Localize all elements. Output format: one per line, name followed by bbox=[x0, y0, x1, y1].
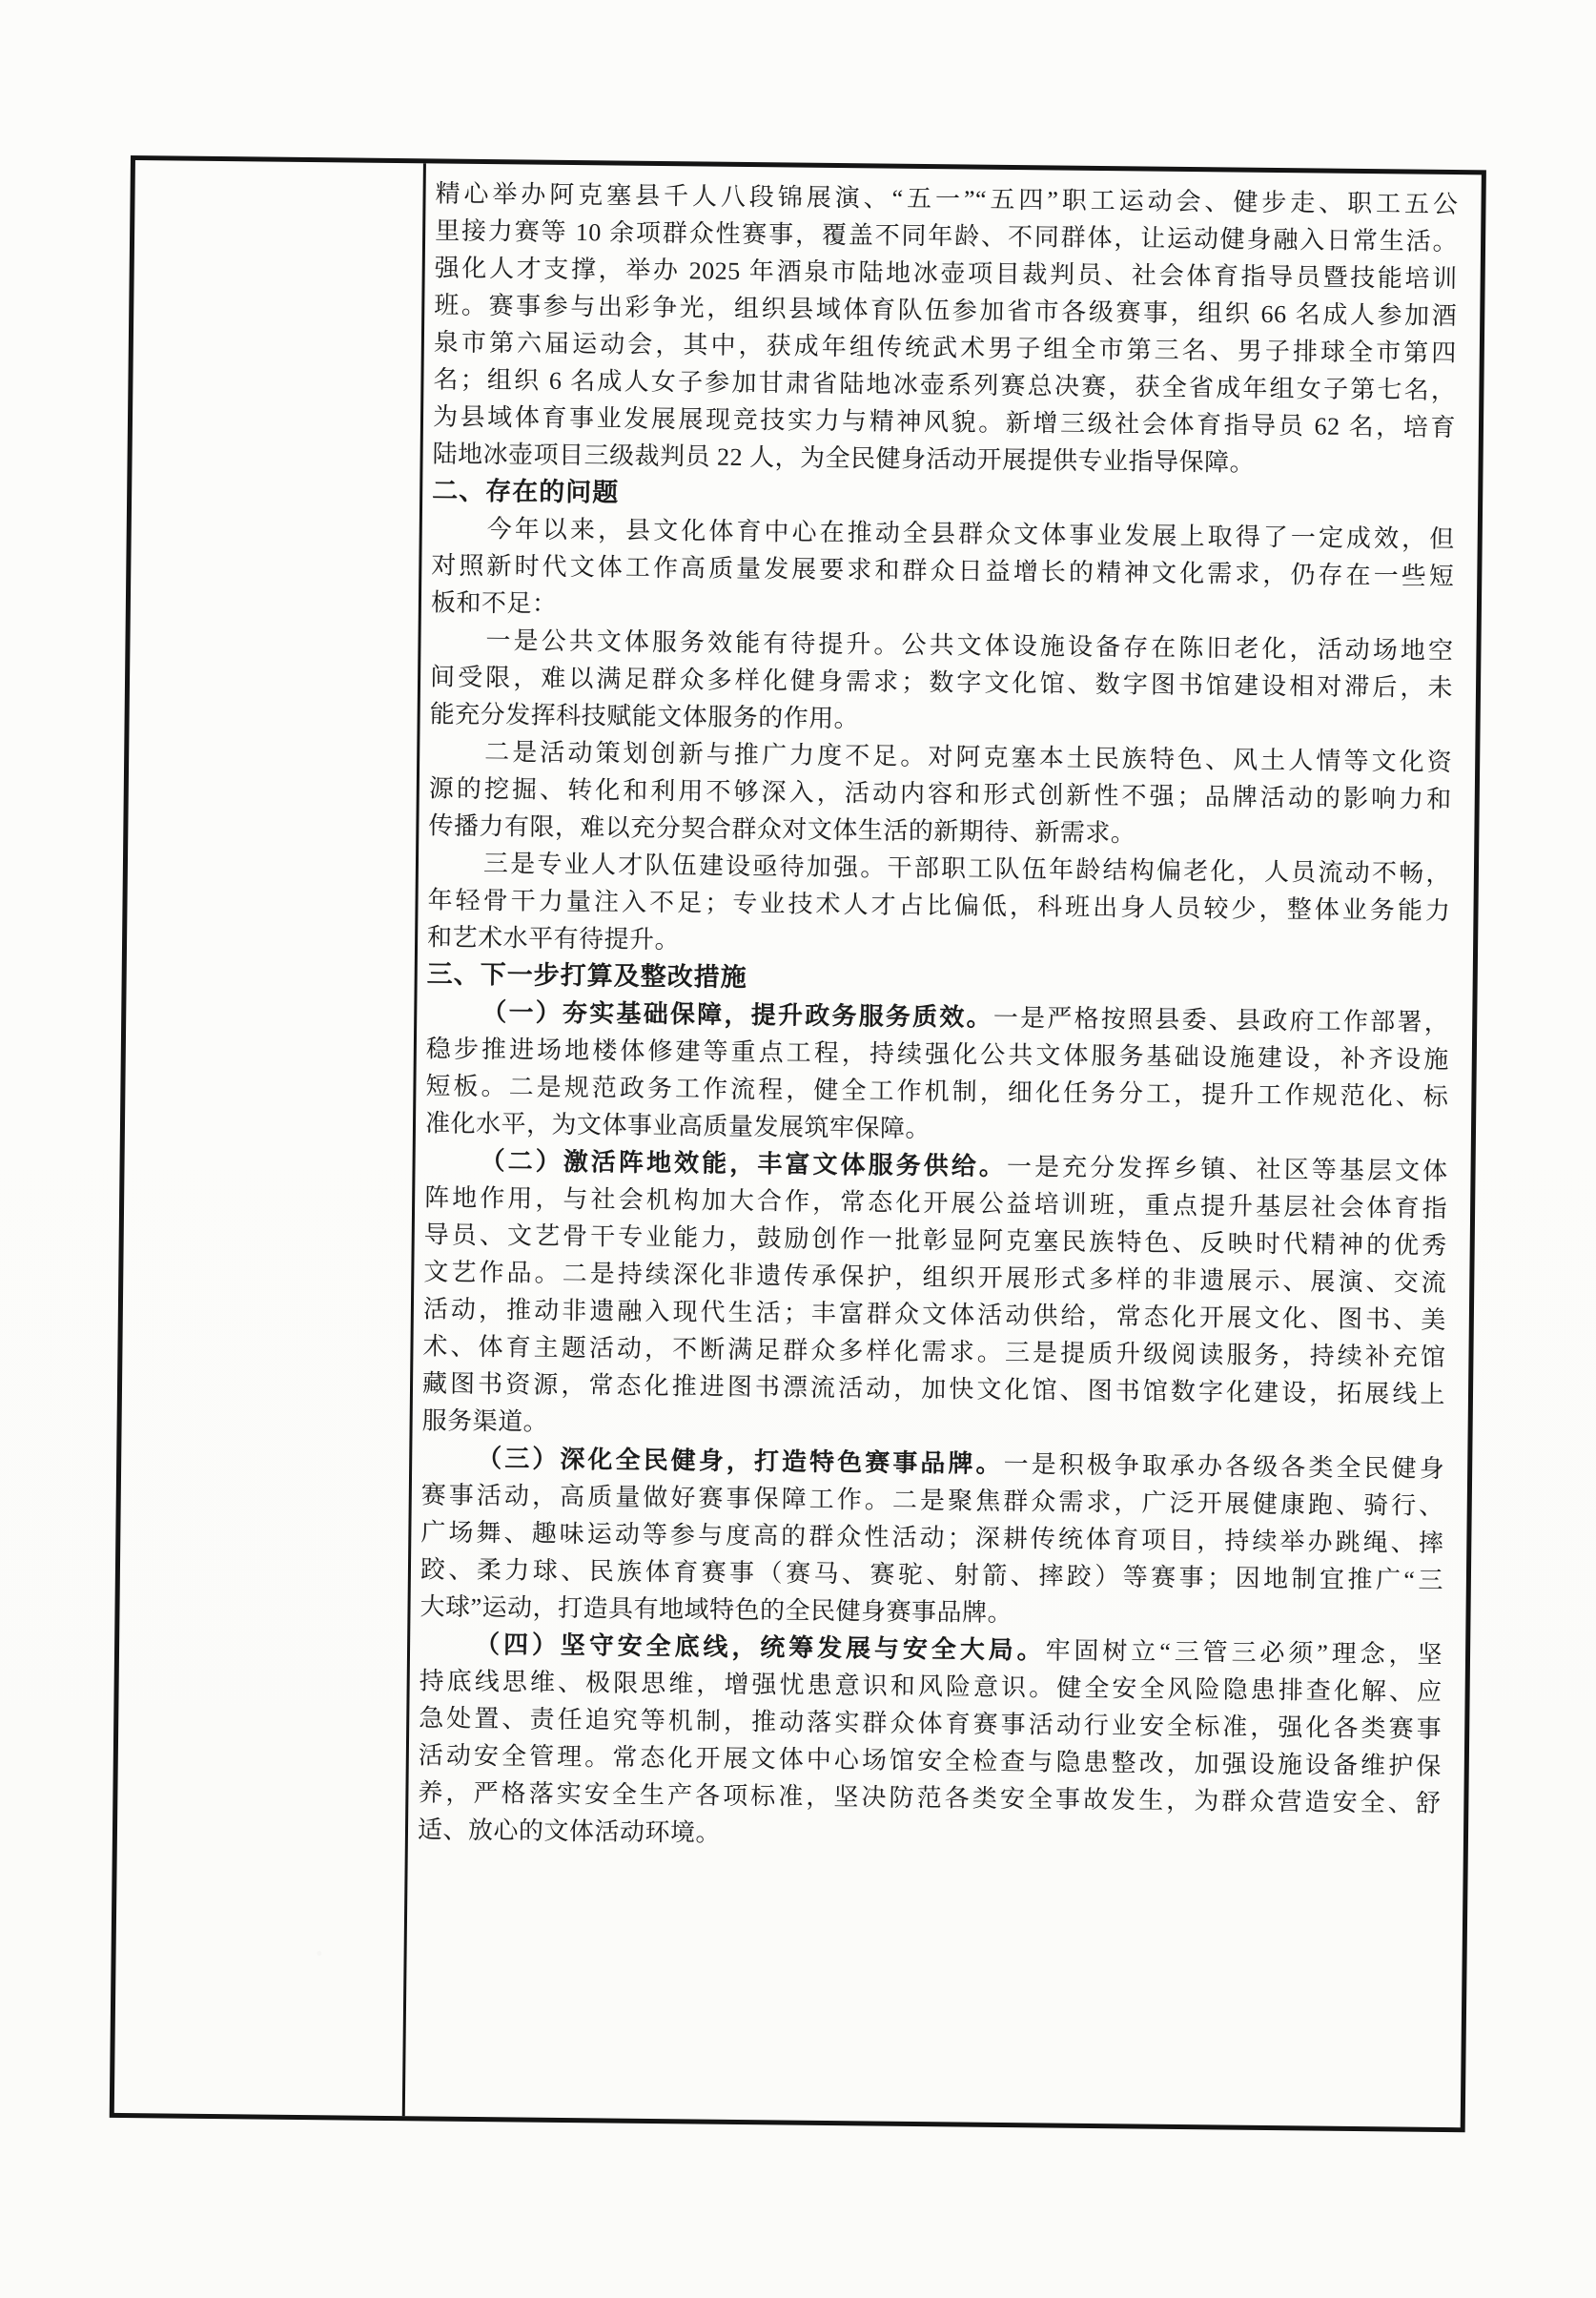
document-line: 陆地冰壶项目三级裁判员 22 人，为全民健身活动开展提供专业指导保障。 bbox=[432, 440, 1256, 477]
document-line: 藏图书资源，常态化推进图书漂流活动，加快文化馆、图书馆数字化建设，拓展线上 bbox=[421, 1369, 1446, 1408]
section-heading: 三、下一步打算及整改措施 bbox=[426, 959, 747, 993]
document-line: 强化人才支撑，举办 2025 年酒泉市陆地冰壶项目裁判员、社会体育指导员暨技能培训 bbox=[434, 254, 1458, 294]
document-line: 对照新时代文体工作高质量发展要求和群众日益增长的精神文化需求，仍存在一些短 bbox=[431, 551, 1455, 591]
bold-lead: （三）深化全民健身，打造特色赛事品牌。 bbox=[477, 1445, 1004, 1478]
document-line: 三是专业人才队伍建设亟待加强。干部职工队伍年龄结构偏老化，人员流动不畅， bbox=[482, 850, 1452, 889]
document-line: 一是公共文体服务效能有待提升。公共文体设施设备存在陈旧老化，活动场地空 bbox=[485, 626, 1454, 666]
document-line: 养，严格落实安全生产各项标准，坚决防范各类安全事故发生，为群众营造安全、舒 bbox=[418, 1778, 1442, 1817]
document-line: 名；组织 6 名成人女子参加甘肃省陆地冰壶系列赛总决赛，获全省成年组女子第七名， bbox=[433, 365, 1457, 405]
document-line: 泉市第六届运动会，其中，获成年组传统武术男子组全市第三名、男子排球全市第四 bbox=[433, 328, 1457, 368]
document-line: （四）坚守安全底线，统筹发展与安全大局。牢固树立“三管三必须”理念，坚 bbox=[474, 1630, 1443, 1669]
document-line: 传播力有限，难以充分契合群众对文体生活的新期待、新需求。 bbox=[428, 811, 1136, 848]
document-line: 跤、柔力球、民族体育赛事（赛马、赛驼、射箭、摔跤）等赛事；因地制宜推广“三 bbox=[419, 1555, 1444, 1594]
document-line: 适、放心的文体活动环境。 bbox=[417, 1816, 722, 1847]
document-line: 导员、文艺骨干专业能力，鼓励创作一批彰显阿克塞民族特色、反映时代精神的优秀 bbox=[423, 1221, 1447, 1261]
document-line: 文艺作品。二是持续深化非遗传承保护，组织开展形式多样的非遗展示、展演、交流 bbox=[423, 1258, 1447, 1298]
bold-lead: （一）夯实基础保障，提升政务服务质效。 bbox=[481, 998, 994, 1032]
document-line: 能充分发挥科技赋能文体服务的作用。 bbox=[429, 700, 860, 733]
bold-lead: （四）坚守安全底线，统筹发展与安全大局。 bbox=[474, 1630, 1046, 1665]
document-line: （一）夯实基础保障，提升政务服务质效。一是严格按照县委、县政府工作部署， bbox=[481, 998, 1450, 1037]
document-line: 大球”运动，打造具有地域特色的全民健身赛事品牌。 bbox=[419, 1592, 1013, 1628]
document-line: 赛事活动，高质量做好赛事保障工作。二是聚焦群众需求，广泛开展健康跑、骑行、 bbox=[420, 1481, 1444, 1520]
document-line: 阵地作用，与社会机构加大合作，常态化开展公益培训班，重点提升基层社会体育指 bbox=[424, 1183, 1448, 1223]
document-line: （二）激活阵地效能，丰富文体服务供给。一是充分发挥乡镇、社区等基层文体 bbox=[480, 1147, 1448, 1186]
document-line: 今年以来，县文化体育中心在推动全县群众文体事业发展上取得了一定成效，但 bbox=[486, 515, 1455, 554]
document-line: 班。赛事参与出彩争光，组织县域体育队伍参加省市各级赛事，组织 66 名成人参加酒 bbox=[434, 291, 1458, 331]
empty-header-column bbox=[114, 160, 426, 2116]
document-line: （三）深化全民健身，打造特色赛事品牌。一是积极争取承办各级各类全民健身 bbox=[477, 1445, 1445, 1483]
section-heading: 二、存在的问题 bbox=[432, 476, 620, 507]
document-line: 和艺术水平有待提升。 bbox=[426, 923, 681, 954]
document-table bbox=[110, 155, 1486, 2132]
document-line: 准化水平，为文体事业高质量发展筑牢保障。 bbox=[424, 1109, 931, 1143]
document-line: 急处置、责任追究等机制，推动落实群众体育赛事活动行业安全标准，强化各类赛事 bbox=[419, 1704, 1443, 1743]
document-line: 稳步推进场地楼体修建等重点工程，持续强化公共文体服务基础设施建设，补齐设施 bbox=[425, 1035, 1449, 1075]
document-body-cell bbox=[405, 163, 1482, 2127]
document-line: 活动安全管理。常态化开展文体中心场馆安全检查与隐患整改，加强设施设备维护保 bbox=[418, 1741, 1442, 1780]
document-line: 持底线思维、极限思维，增强忧患意识和风险意识。健全安全风险隐患排查化解、应 bbox=[419, 1667, 1443, 1706]
document-line: 广场舞、趣味运动等参与度高的群众性活动；深耕传统体育项目，持续举办跳绳、摔 bbox=[420, 1518, 1444, 1557]
document-line: 精心举办阿克塞县千人八段锦展演、“五一”“五四”职工运动会、健步走、职工五公 bbox=[435, 179, 1459, 219]
document-line: 源的挖掘、转化和利用不够深入，活动内容和形式创新性不强；品牌活动的影响力和 bbox=[428, 774, 1452, 814]
document-line: 板和不足： bbox=[430, 588, 558, 618]
document-line: 为县域体育事业发展展现竞技实力与精神风貌。新增三级社会体育指导员 62 名，培育 bbox=[432, 402, 1457, 442]
document-line: 二是活动策划创新与推广力度不足。对阿克塞本土民族特色、风土人情等文化资 bbox=[484, 738, 1453, 777]
document-line: 间受限，难以满足群众多样化健身需求；数字文化馆、数字图书馆建设相对滞后，未 bbox=[429, 663, 1454, 703]
bold-lead: （二）激活阵地效能，丰富文体服务供给。 bbox=[480, 1147, 1008, 1181]
document-line: 里接力赛等 10 余项群众性赛事，覆盖不同年龄、不同群体，让运动健身融入日常生活。 bbox=[435, 216, 1459, 256]
document-line: 服务渠道。 bbox=[421, 1406, 549, 1436]
document-line: 短板。二是规范政务工作流程，健全工作机制，细化任务分工，提升工作规范化、标 bbox=[425, 1072, 1449, 1112]
document-line: 活动，推动非遗融入现代生活；丰富群众文体活动供给，常态化开展文化、图书、美 bbox=[422, 1295, 1447, 1335]
document-line: 术、体育主题活动，不断满足群众多样化需求。三是提质升级阅读服务，持续补充馆 bbox=[422, 1332, 1446, 1371]
document-line: 年轻骨干力量注入不足；专业技术人才占比偏低，科班出身人员较少，整体业务能力 bbox=[427, 886, 1451, 926]
